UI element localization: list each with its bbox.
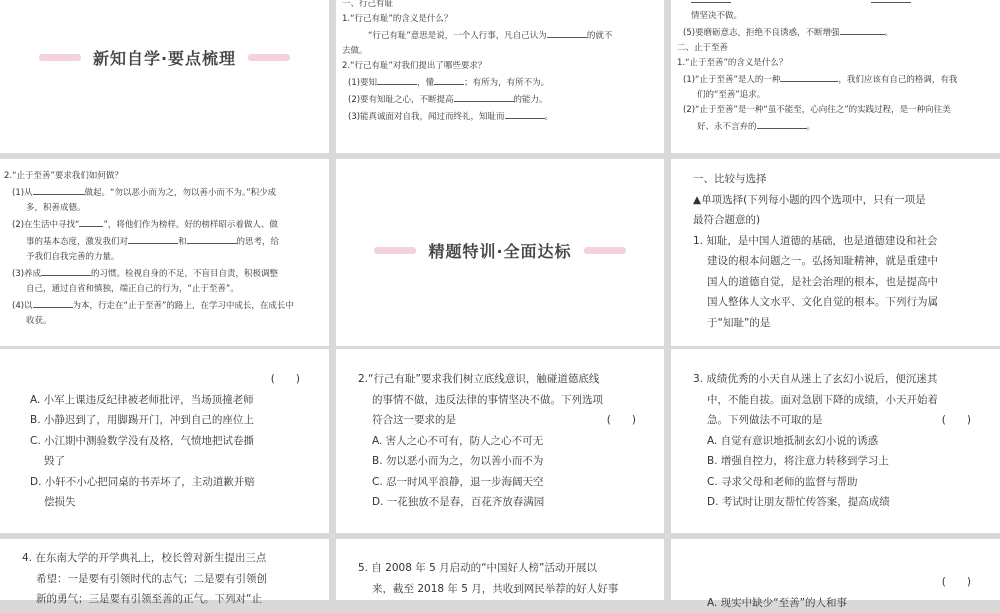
instruction-text: ▲单项选择(下列每小题的四个选项中，只有一项是	[693, 190, 993, 211]
blank-line	[128, 233, 178, 244]
banner-decoration-right	[248, 54, 290, 61]
panel-practice-banner	[336, 159, 664, 346]
option-c[interactable]: C. 寻求父母和老师的监督与帮助	[693, 472, 993, 493]
blank-line	[780, 71, 838, 82]
answer-paren: ( )	[942, 410, 971, 431]
question-stem: 4. 在东南大学的开学典礼上，校长曾对新生提出三点	[22, 548, 322, 569]
panel-question-1	[671, 159, 1000, 346]
list-item: (1)要知 ，懂 ；有所为，有所不为。	[342, 74, 660, 91]
answer-paren: ( )	[607, 410, 636, 431]
panel-question-5	[336, 539, 664, 600]
question-2: 2.“止于至善”要求我们如何做？	[4, 169, 326, 184]
question-stem: 符合这一要求的是 ( )	[358, 410, 658, 431]
question-stem: 国人的道德自觉，是社会治理的根本，也是提高中	[693, 272, 993, 293]
blank-line	[79, 216, 103, 227]
option-c[interactable]: C. 忍一时风平浪静，退一步海阔天空	[358, 472, 658, 493]
option-a[interactable]: A. 现实中缺少“至善”的人和事	[693, 593, 993, 613]
option-a[interactable]: A. 小军上课违反纪律被老师批评，当场顶撞老师	[30, 390, 320, 411]
blank-line	[41, 265, 91, 276]
question-stem: 中，不能自拔。面对急剧下降的成绩，小天开始着	[693, 390, 993, 411]
question-stem: 急。下列做法不可取的是 ( )	[693, 410, 993, 431]
question-stem: 新的勇气；三是要有引领至善的正气。下列对“止	[22, 589, 322, 610]
blank-line	[434, 74, 464, 85]
question-stem: 2.“行己有耻”要求我们树立底线意识，触碰道德底线	[358, 369, 658, 390]
blank-line	[187, 233, 237, 244]
list-item-continued: 情坚决不做。	[677, 9, 995, 24]
blank-line	[454, 91, 514, 102]
banner-decoration-right	[584, 247, 626, 254]
list-item: (2)在生活中寻找“ ”，将他们作为榜样。好的榜样昭示着做人、做	[4, 216, 326, 233]
section-banner	[0, 46, 329, 69]
panel-question-2	[336, 349, 664, 533]
option-a[interactable]: A. 害人之心不可有，防人之心不可无	[358, 431, 658, 452]
section-heading: 一、行己有耻	[342, 0, 660, 12]
option-b[interactable]: B. 增强自控力，将注意力转移到学习上	[693, 451, 993, 472]
banner-title: 新知自学·要点梳理	[93, 46, 236, 69]
answer-paren: ( )	[30, 369, 320, 390]
option-c[interactable]: C. 小江期中测验数学没有及格，气愤地把试卷撕	[30, 431, 320, 452]
question-stem: 来，截至 2018 年 5 月，共收到网民举荐的好人好事	[358, 579, 658, 600]
answer-paren: ( )	[693, 572, 993, 593]
list-item-continued: 事的基本态度，激发我们对 和 的思考，给	[4, 233, 326, 250]
blank-line	[33, 184, 85, 195]
panel-zhi-yu-zhi-shan	[671, 0, 1000, 153]
blank-line	[547, 27, 587, 38]
blank-line	[757, 118, 807, 129]
question-stem: 5. 自 2008 年 5 月启动的“中国好人榜”活动开展以	[358, 558, 658, 579]
question-1: 1.“行己有耻”的含义是什么？	[342, 12, 660, 27]
option-d[interactable]: D. 考试时让朋友帮忙传答案，提高成绩	[693, 492, 993, 513]
list-item: (2)“止于至善”是一种“虽不能至，心向往之”的实践过程，是一种向往美	[677, 103, 995, 118]
question-stem: 希望：一是要有引领时代的志气；二是要有引领创	[22, 569, 322, 590]
question-stem: 于“知耻”的是	[693, 313, 993, 334]
question-stem: 国人整体人文水平、文化自觉的根本。下列行为属	[693, 292, 993, 313]
question-2: 2.“行己有耻”对我们提出了哪些要求？	[342, 59, 660, 74]
question-stem: 建设的根本问题之一。弘扬知耻精神，就是重建中	[693, 251, 993, 272]
question-stem: 3. 成绩优秀的小天自从迷上了玄幻小说后，便沉迷其	[693, 369, 993, 390]
list-item-continued: 自己，通过自省和慎独，端正自己的行为，“止于至善”。	[4, 282, 326, 297]
blank-line	[871, 0, 911, 3]
answer-line: 去做。	[342, 44, 660, 59]
panel-how-to-reach-goodness	[0, 159, 329, 346]
blank-line	[691, 0, 731, 3]
option-c-continued: 毁了	[30, 451, 320, 472]
panel-question-1-options	[0, 349, 329, 533]
option-a[interactable]: A. 自觉有意识地抵制玄幻小说的诱惑	[693, 431, 993, 452]
option-d[interactable]: D. 小轩不小心把同桌的书弄坏了，主动道歉并赔	[30, 472, 320, 493]
option-b[interactable]: B. 勿以恶小而为之，勿以善小而不为	[358, 451, 658, 472]
list-item-continued: 好、永不言弃的 。	[677, 118, 995, 135]
blank-line	[505, 108, 545, 119]
list-item	[677, 0, 995, 9]
list-item: (3)能真诚面对自我，闻过而终礼，知耻而 。	[342, 108, 660, 125]
panel-question-4-options	[671, 539, 1000, 600]
list-item-continued: 多，积善成德。	[4, 201, 326, 216]
panel-new-knowledge-banner	[0, 0, 329, 153]
question-stem: 1. 知耻，是中国人道德的基础，也是道德建设和社会	[693, 231, 993, 252]
blank-line	[377, 74, 417, 85]
option-b[interactable]: B. 小静迟到了，用脚踢开门，冲到自己的座位上	[30, 410, 320, 431]
panel-question-4	[0, 539, 329, 600]
list-item-continued: 收获。	[4, 314, 326, 329]
banner-decoration-left	[374, 247, 416, 254]
section-heading: 二、止于至善	[677, 41, 995, 56]
question-1: 1.“止于至善”的含义是什么？	[677, 56, 995, 71]
list-item: (3)养成 的习惯。检视自身的不足，不盲目自责，积极调整	[4, 265, 326, 282]
section-heading: 一、比较与选择	[693, 169, 993, 190]
option-d[interactable]: D. 一花独放不是春，百花齐放春满园	[358, 492, 658, 513]
panel-question-3	[671, 349, 1000, 533]
answer-line: “行己有耻”意思是说，一个人行事，凡自己认为 的就不	[342, 27, 660, 44]
question-stem: 的事情不做，违反法律的事情坚决不做。下列选项	[358, 390, 658, 411]
banner-title: 精题特训·全面达标	[428, 239, 571, 262]
list-item-continued: 予我们自我完善的力量。	[4, 250, 326, 265]
list-item: (4)以 为本，行走在“止于至善”的路上，在学习中成长，在成长中	[4, 297, 326, 314]
instruction-text: 最符合题意的)	[693, 210, 993, 231]
list-item: (1)从 做起。“勿以恶小而为之，勿以善小而不为。”积少成	[4, 184, 326, 201]
list-item-continued: 们的“至善”追求。	[677, 88, 995, 103]
banner-decoration-left	[39, 54, 81, 61]
list-item: (5)要磨砺意志，拒绝不良诱惑，不断增强 。	[677, 24, 995, 41]
blank-line	[840, 24, 885, 35]
option-d-continued: 偿损失	[30, 492, 320, 513]
panel-xing-ji-you-chi	[336, 0, 664, 153]
section-banner	[336, 239, 664, 262]
blank-line	[33, 297, 73, 308]
list-item: (2)要有知耻之心，不断提高 的能力。	[342, 91, 660, 108]
list-item: (1)“止于至善”是人的一种 ，我们应该有自己的格调，有我	[677, 71, 995, 88]
